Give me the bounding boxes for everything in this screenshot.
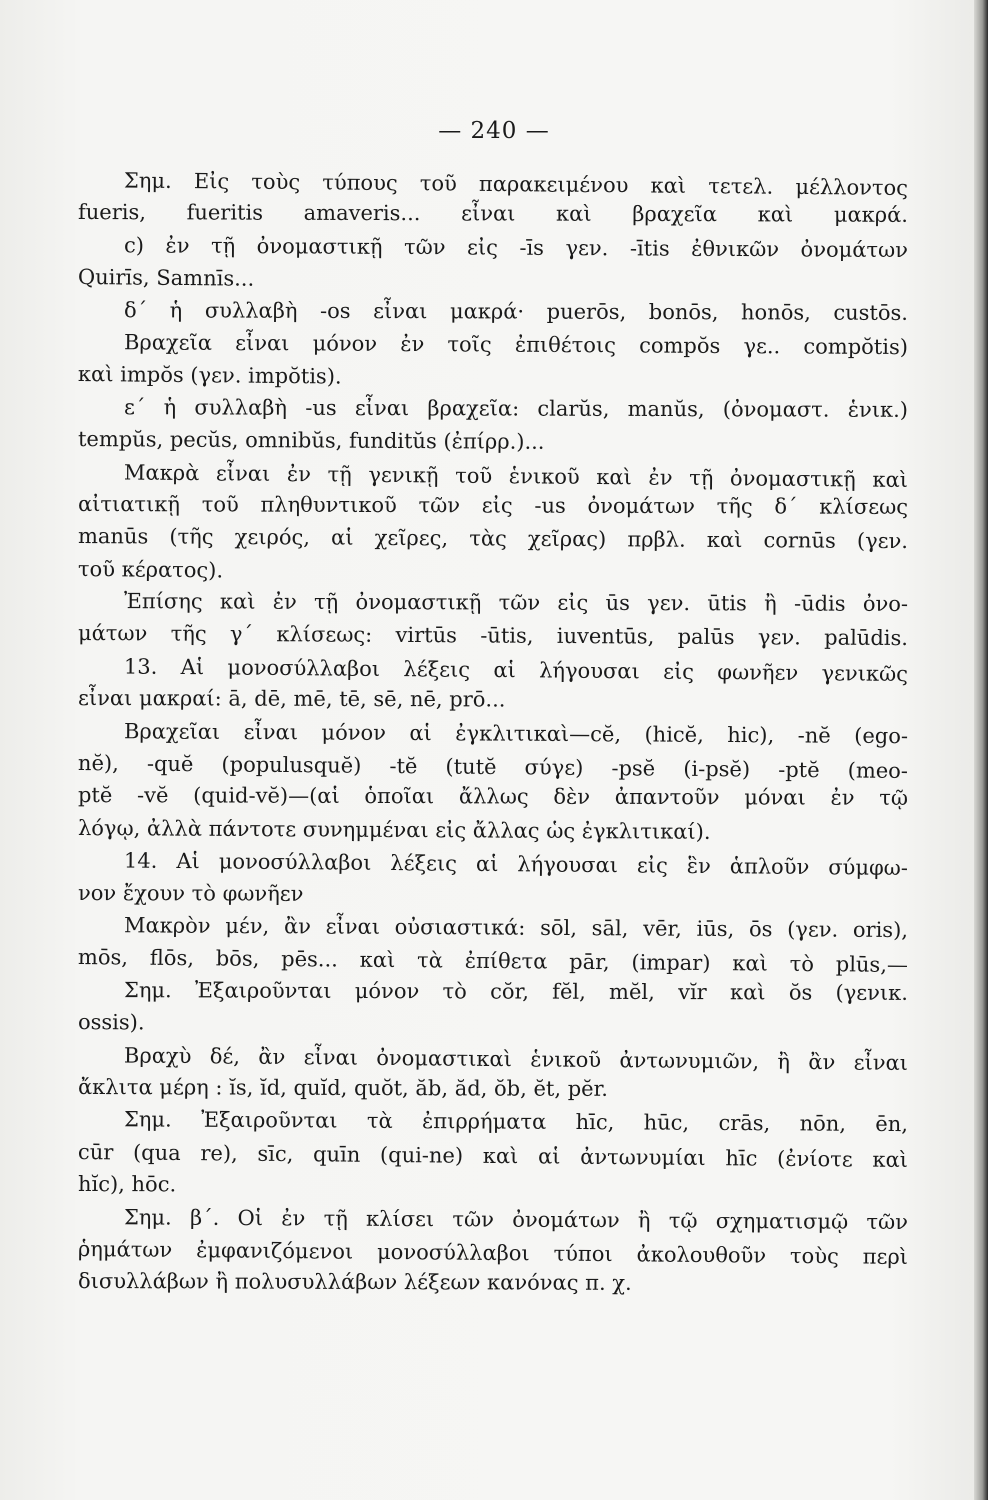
text-line: mōs, flōs, bōs, pēs... καὶ τὰ ἐπίθετα pār, (impar) καὶ τὸ plūs,— (77, 945, 909, 978)
text-line: Quirīs, Samnīs... (77, 265, 255, 291)
text-line: fueris, fueritis amaveris... εἶναι καὶ βραχεῖα καὶ μακρά. (77, 200, 909, 228)
text-line: Μακρὰ εἶναι ἐν τῇ γενικῇ τοῦ ἑνικοῦ καὶ ἐν τῇ ὀνομαστικῇ καὶ (123, 459, 909, 492)
text-line: ptĕ -vĕ (quid-vĕ)—(αἱ ὁποῖαι ἄλλως δὲν ἀπαντοῦν μόναι ἐν τῷ (77, 783, 909, 811)
text-line: ῥημάτων ἐμφανιζόμενοι μονοσύλλαβοι τύποι ἀκολουθοῦν τοὺς περὶ (77, 1236, 909, 1269)
text-line: λόγῳ, ἀλλὰ πάντοτε συνημμέναι εἰς ἄλλας ὡς ἐγκλιτικαί). (77, 815, 711, 844)
text-line: hĭc), hōc. (77, 1172, 177, 1197)
text-line: Βραχεῖα εἶναι μόνον ἐν τοῖς ἐπιθέτοις compŏs γε.. compŏtis) (123, 330, 909, 360)
text-line: ἄκλιτα μέρη : ĭs, ĭd, quĭd, quŏt, ăb, ăd, ŏb, ĕt, pĕr. (77, 1074, 609, 1101)
text-line: cūr (qua re), sīc, quīn (qui-ne) καὶ αἱ ἀντωνυμίαι hīc (ἐνίοτε καὶ (77, 1139, 909, 1172)
text-line: μάτων τῆς γ΄ κλίσεως: virtūs -ūtis, iuventūs, palūs γεν. palūdis. (77, 621, 909, 651)
text-line: δ΄ ἡ συλλαβὴ -os εἶναι μακρά· puerōs, bonōs, honōs, custōs. (123, 297, 909, 325)
text-line: Σημ. Ἐξαιροῦνται μόνον τὸ cŏr, fĕl, mĕl, vĭr καὶ ŏs (γενικ. (123, 977, 909, 1005)
text-line: Μακρὸν μέν, ἂν εἶναι οὐσιαστικά: sōl, sāl, vēr, iūs, ōs (γεν. oris), (123, 913, 909, 943)
page-number: — 240 — (438, 118, 550, 144)
book-spine-edge (974, 0, 988, 1500)
text-line: δισυλλάβων ἢ πολυσυλλάβων λέξεων κανόνας π. χ. (77, 1269, 632, 1296)
text-line: εἶναι μακραί: ā, dē, mē, tē, sē, nē, prō... (77, 686, 506, 712)
text-line: nĕ), -quĕ (populusquĕ) -tĕ (tutĕ σύγε) -psĕ (i-psĕ) -ptĕ (meo- (77, 751, 909, 783)
text-line: 14. Αἱ μονοσύλλαβοι λέξεις αἱ λήγουσαι εἰς ἓν ἁπλοῦν σύμφω- (123, 848, 909, 881)
text-line: manūs (τῆς χειρός, αἱ χεῖρες, τὰς χεῖρας) πρβλ. καὶ cornūs (γεν. (77, 524, 909, 554)
text-line: νον ἔχουν τὸ φωνῆεν (77, 880, 304, 906)
text-line: Βραχεῖαι εἶναι μόνον αἱ ἐγκλιτικαὶ—cĕ, (hicĕ, hic), -nĕ (ego- (123, 718, 909, 748)
text-line: ε΄ ἡ συλλαβὴ -us εἶναι βραχεῖα: clarŭs, manŭs, (ὀνομαστ. ἑνικ.) (123, 394, 909, 422)
text-line: Σημ. β΄. Οἱ ἐν τῇ κλίσει τῶν ὀνομάτων ἢ τῷ σχηματισμῷ τῶν (123, 1204, 909, 1234)
page-text-block (78, 164, 908, 1298)
text-line: 13. Αἱ μονοσύλλαβοι λέξεις αἱ λήγουσαι εἰς φωνῆεν γενικῶς (123, 654, 909, 686)
text-line: c) ἐν τῇ ὀνομαστικῇ τῶν εἰς -īs γεν. -ītis ἐθνικῶν ὀνομάτων (123, 233, 909, 262)
text-line: τοῦ κέρατος). (77, 556, 224, 583)
text-line: Σημ. Ἐξαιροῦνται τὰ ἐπιρρήματα hīc, hūc, crās, nōn, ēn, (123, 1107, 909, 1137)
text-line: καὶ impŏs (γεν. impŏtis). (77, 362, 342, 389)
text-line: tempŭs, pecŭs, omnibŭs, funditŭs (ἐπίρρ.)... (77, 427, 545, 454)
text-line: αἰτιατικῇ τοῦ πληθυντικοῦ τῶν εἰς -us ὀνομάτων τῆς δ΄ κλίσεως (77, 491, 909, 519)
text-line: Βραχὺ δέ, ἂν εἶναι ὀνομαστικαὶ ἑνικοῦ ἀντωνυμιῶν, ἢ ἂν εἶναι (123, 1042, 909, 1075)
text-line: Ἐπίσης καὶ ἐν τῇ ὀνομαστικῇ τῶν εἰς ūs γεν. ūtis ἢ -ūdis ὀνο- (123, 589, 909, 616)
text-line: Σημ. Εἰς τοὺς τύπους τοῦ παρακειμένου καὶ τετελ. μέλλοντος (123, 168, 909, 200)
text-line: ossis). (77, 1010, 145, 1035)
